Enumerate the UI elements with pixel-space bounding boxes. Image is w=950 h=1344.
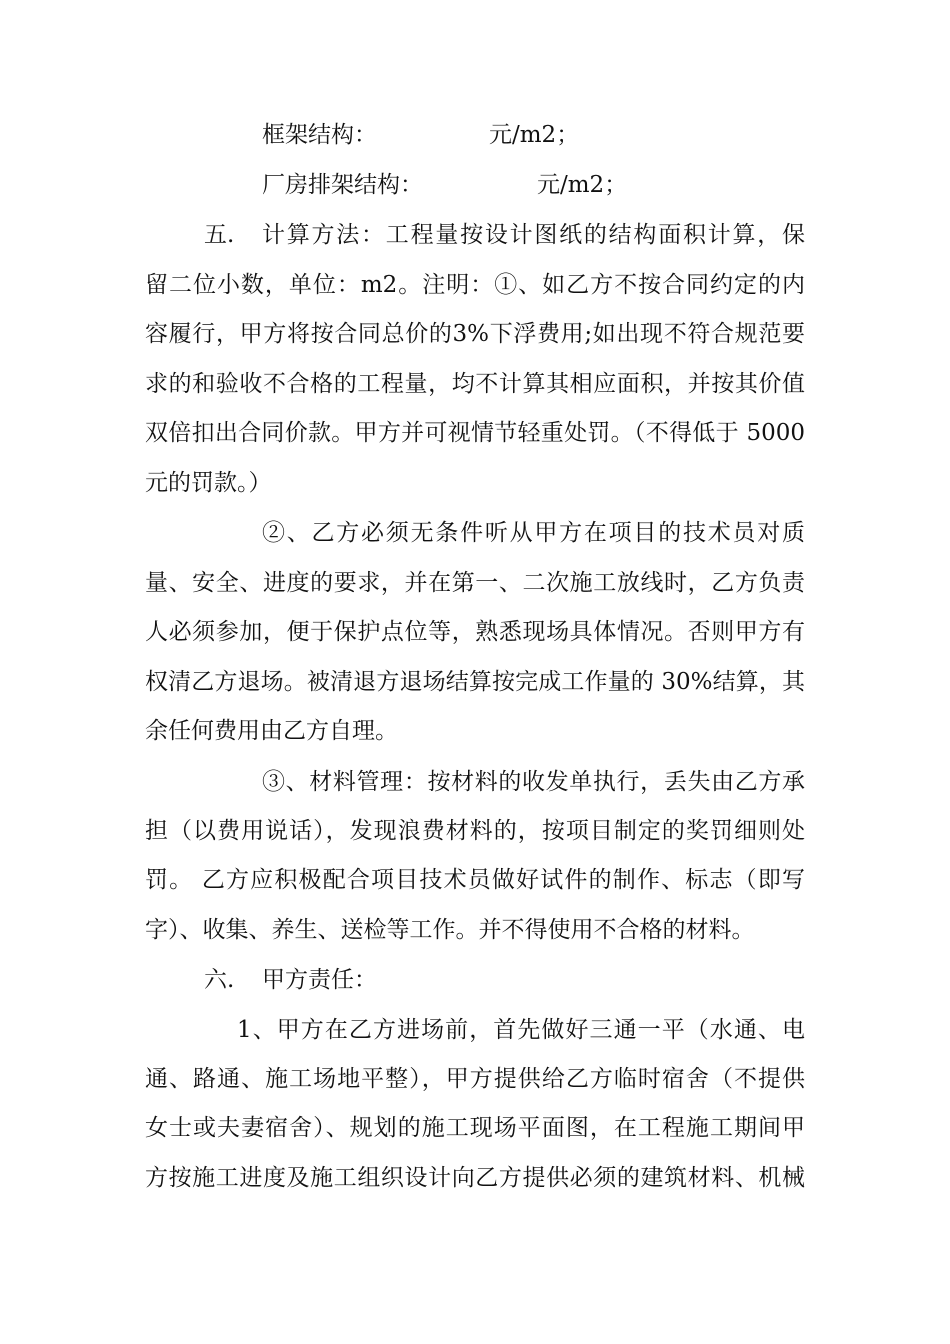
section5-title: 计算方法：工程量按设计图纸的结构面积计算，保: [262, 222, 805, 248]
note2-first-line: ②、乙方必须无条件听从甲方在项目的技术员对质: [262, 520, 805, 546]
item1-line-3: 方按施工进度及施工组织设计向乙方提供必须的建筑材料、机械: [145, 1165, 805, 1191]
item1-line-2: 女士或夫妻宿舍）、规划的施工现场平面图，在工程施工期间甲: [145, 1115, 805, 1141]
note3-line-3: 字）、收集、养生、送检等工作。并不得使用不合格的材料。: [145, 917, 755, 943]
item1-first-line: 1、甲方在乙方进场前，首先做好三通一平（水通、电: [237, 1017, 805, 1043]
note2-line-4: 余任何费用由乙方自理。: [145, 718, 398, 744]
rate-workshop-label: 厂房排架结构：: [262, 172, 423, 198]
item1-line-1: 通、路通、施工场地平整），甲方提供给乙方临时宿舍（不提供: [145, 1066, 805, 1092]
section6-number: 六.: [204, 967, 235, 993]
section5-line-3: 求的和验收不合格的工程量，均不计算其相应面积，并按其价值: [145, 371, 805, 397]
rate-workshop-unit: 元/m2；: [537, 172, 628, 198]
note2-line-1: 量、安全、进度的要求，并在第一、二次施工放线时，乙方负责: [145, 570, 805, 596]
note2-line-3: 权清乙方退场。被清退方退场结算按完成工作量的 30%结算，其: [145, 669, 805, 695]
rate-frame-label: 框架结构：: [262, 122, 377, 148]
rate-frame-unit: 元/m2；: [489, 122, 580, 148]
note3-line-1: 担（以费用说话），发现浪费材料的，按项目制定的奖罚细则处: [145, 818, 805, 844]
section5-number: 五.: [204, 222, 235, 248]
section5-line-2: 容履行，甲方将按合同总价的3%下浮费用;如出现不符合规范要: [145, 321, 805, 347]
section5-line-5: 元的罚款。）: [145, 470, 272, 496]
note3-first-line: ③、材料管理：按材料的收发单执行，丢失由乙方承: [262, 769, 805, 795]
note3-line-2: 罚。 乙方应积极配合项目技术员做好试件的制作、标志（即写: [145, 867, 805, 893]
section5-line-4: 双倍扣出合同价款。甲方并可视情节轻重处罚。（不得低于 5000: [145, 420, 805, 446]
section5-line-1: 留二位小数，单位：m2。注明：①、如乙方不按合同约定的内: [145, 272, 805, 298]
section6-title: 甲方责任：: [262, 967, 377, 993]
note2-line-2: 人必须参加，便于保护点位等，熟悉现场具体情况。否则甲方有: [145, 619, 805, 645]
